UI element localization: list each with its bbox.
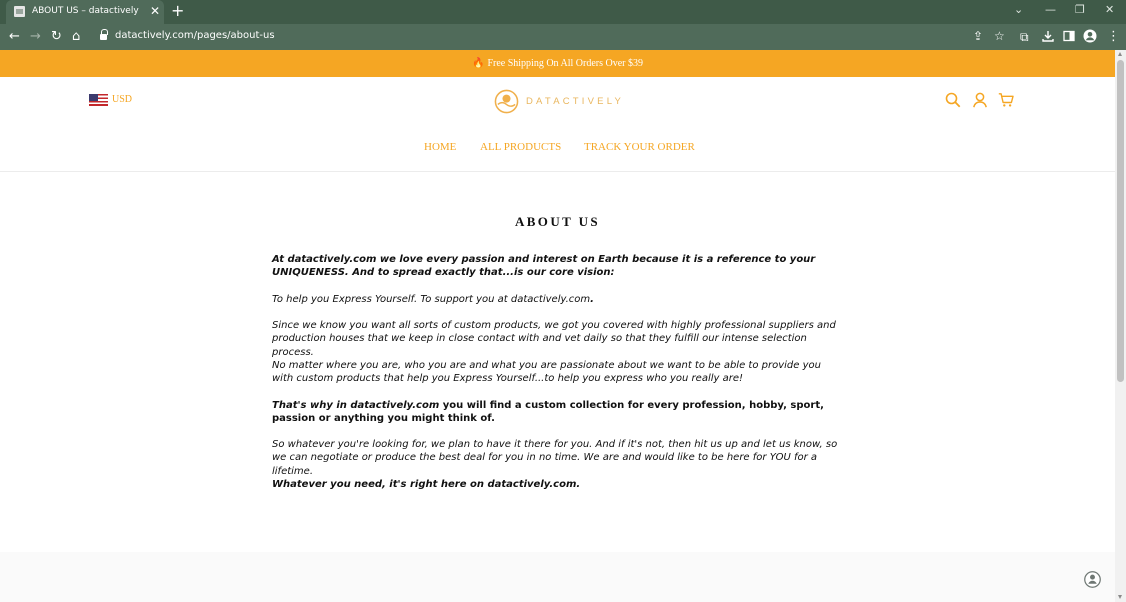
paragraph-closing: Whatever you need, it's right here on datactively.com. xyxy=(272,479,581,490)
currency-code[interactable]: USD xyxy=(112,94,133,105)
new-tab-plus-icon[interactable]: + xyxy=(171,1,185,20)
address-bar[interactable] xyxy=(92,27,1016,47)
minimize-window-icon[interactable]: — xyxy=(1045,3,1056,16)
download-icon[interactable] xyxy=(1042,30,1054,42)
search-icon[interactable] xyxy=(945,92,961,108)
page-favicon-icon xyxy=(14,6,25,17)
bookmark-star-icon[interactable]: ☆ xyxy=(994,29,1005,43)
collection-lead: That's why in datactively.com xyxy=(272,400,440,411)
scroll-down-arrow-icon[interactable] xyxy=(1118,595,1122,599)
floating-help-badge-icon[interactable] xyxy=(1084,571,1101,588)
footer-band xyxy=(0,552,1115,602)
page-scrollbar[interactable] xyxy=(1115,50,1126,602)
paragraph-intro: At datactively.com we love every passion and interest on Earth because it is a reference to your UNIQUENESS. And to spread exactly that...is our core vision: xyxy=(272,254,816,279)
header-divider xyxy=(0,171,1115,172)
lock-icon[interactable] xyxy=(100,32,107,40)
collection-rest: you will find a custom collection for every profession, hobby, sport, passion or anything you might think of. xyxy=(272,400,824,425)
reload-icon[interactable]: ↻ xyxy=(51,29,62,44)
profile-avatar-icon[interactable] xyxy=(1083,29,1097,43)
close-window-icon[interactable]: ✕ xyxy=(1105,3,1115,16)
side-panel-icon[interactable] xyxy=(1063,30,1075,42)
logo-wordmark: DATACTIVELY xyxy=(526,96,625,107)
cart-icon[interactable] xyxy=(998,92,1014,108)
back-arrow-icon[interactable]: ← xyxy=(9,29,20,44)
browser-menu-kebab-icon[interactable]: ⋮ xyxy=(1107,29,1120,44)
page-viewport xyxy=(0,50,1115,602)
tab-close-icon[interactable]: ✕ xyxy=(150,4,161,18)
site-logo[interactable] xyxy=(494,88,628,116)
mission-text: To help you Express Yourself. To support you at datactively.com xyxy=(272,294,591,305)
nav-item-all-products[interactable]: ALL PRODUCTS xyxy=(480,141,562,153)
scrollbar-thumb[interactable] xyxy=(1117,60,1124,382)
account-icon[interactable] xyxy=(972,92,988,108)
browser-tab-strip xyxy=(0,0,1126,24)
mission-period: . xyxy=(590,294,594,305)
fire-icon: 🔥 xyxy=(472,58,485,69)
tab-title: ABOUT US – datactively xyxy=(32,6,139,16)
paragraph-whatever: So whatever you're looking for, we plan to have it there for you. And if it's not, then hit us up and let us know, so we can negotiate or produce the best deal for you in no time. We are and would like to be here for YOU for a lifetime. xyxy=(272,439,838,477)
announcement-bar xyxy=(0,50,1115,77)
paragraph-suppliers: Since we know you want all sorts of custom products, we got you covered with highly professional suppliers and production houses that we keep in close contact with and vet daily so that they fulfill our intense selection process. xyxy=(272,320,836,358)
home-icon[interactable]: ⌂ xyxy=(72,29,81,44)
logo-sun-icon xyxy=(494,89,519,114)
page-title: ABOUT US xyxy=(514,214,601,229)
announcement-text: Free Shipping On All Orders Over $39 xyxy=(487,58,643,69)
restore-window-icon[interactable]: ❐ xyxy=(1075,3,1085,16)
paragraph-passion: No matter where you are, who you are and what you are passionate about we want to be able to provide you with custom products that help you Express Yourself...to help you express who you really are! xyxy=(272,360,821,385)
paragraph-collection xyxy=(272,399,844,426)
paragraph-mission xyxy=(272,293,844,306)
nav-item-track-your-order[interactable]: TRACK YOUR ORDER xyxy=(584,141,695,153)
browser-tab-active[interactable] xyxy=(6,0,164,24)
address-bar-url[interactable]: datactively.com/pages/about-us xyxy=(115,30,275,41)
extensions-puzzle-icon[interactable]: ⧉ xyxy=(1020,30,1029,44)
us-flag-icon xyxy=(89,94,108,106)
main-navigation xyxy=(0,141,1115,155)
scroll-up-arrow-icon[interactable] xyxy=(1118,52,1122,56)
tab-search-chevron-icon[interactable]: ⌄ xyxy=(1014,3,1024,16)
browser-toolbar xyxy=(0,24,1126,50)
nav-item-home[interactable]: HOME xyxy=(424,141,457,153)
forward-arrow-icon[interactable]: → xyxy=(30,29,41,44)
share-icon[interactable]: ⇪ xyxy=(973,29,984,43)
